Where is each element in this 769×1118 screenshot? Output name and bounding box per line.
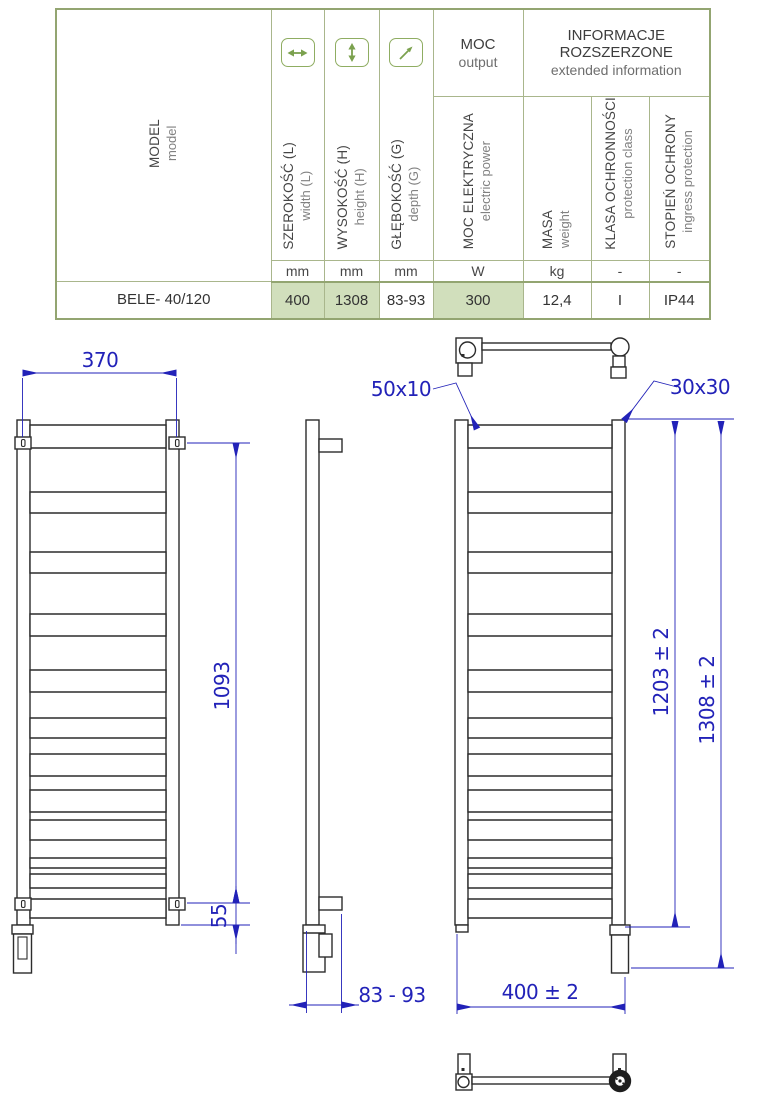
unit-ip: -: [649, 261, 710, 282]
height-header-cell: [324, 9, 379, 261]
bottom-view: [456, 1054, 631, 1092]
width-value: 400: [271, 282, 324, 319]
extended-info-pl: INFORMACJE ROZSZERZONE: [559, 27, 673, 62]
weight-header-cell: [523, 96, 591, 261]
protection-class-header-cell: [591, 96, 649, 261]
extended-info-en: extended information: [550, 62, 682, 79]
technical-drawings: [0, 318, 769, 1118]
height-label-pl: WYSOKOŚĆ (H): [334, 144, 350, 250]
dim-text-400: 400 ± 2: [501, 980, 579, 1004]
element-cap-bottom-view: [610, 1071, 631, 1092]
extended-info-group-header: [523, 9, 710, 96]
model-header-cell: [56, 9, 271, 282]
electric-power-pl: MOC ELEKTRYCZNA: [461, 112, 477, 250]
front-view-right: [455, 420, 630, 973]
dim-text-1308: 1308 ± 2: [695, 655, 719, 745]
depth-value: 83-93: [379, 282, 433, 319]
height-arrow-icon: [335, 38, 369, 67]
label-30x30: 30x30: [669, 375, 731, 399]
ip-value: IP44: [649, 282, 710, 319]
width-arrow-icon: [281, 38, 315, 67]
bracket-bottom-view-left: [458, 1054, 470, 1075]
rungs: [30, 425, 166, 918]
depth-label-pl: GŁĘBOKOŚĆ (G): [389, 138, 405, 250]
side-element-housing: [303, 925, 332, 972]
label-50x10: 50x10: [370, 377, 432, 401]
weight-value: 12,4: [523, 282, 591, 319]
spec-table: [55, 8, 711, 320]
dim-text-1093: 1093: [210, 661, 234, 711]
depth-label-en: depth (G): [406, 166, 422, 222]
flat-bar-bottom-view: [472, 1077, 613, 1084]
top-view: [456, 338, 629, 378]
dim-text-83-93: 83 - 93: [358, 983, 426, 1007]
diagonal-arrow-icon: [389, 38, 423, 67]
weight-en: weight: [557, 210, 573, 249]
ingress-protection-pl: STOPIEŃ OCHRONY: [662, 114, 678, 250]
unit-power: W: [433, 261, 523, 282]
unit-class: -: [591, 261, 649, 282]
height-value: 1308: [324, 282, 379, 319]
left-rail-foot: [456, 925, 468, 932]
side-top-bracket: [319, 439, 342, 452]
electric-power-en: electric power: [478, 140, 494, 222]
output-group-en: output: [458, 53, 498, 70]
electric-power-header-cell: [433, 96, 523, 261]
element-cap-top-view: [611, 338, 629, 356]
dim-text-1203: 1203 ± 2: [649, 627, 673, 717]
output-group-header: [433, 9, 523, 96]
dim-text-55: 55: [207, 903, 231, 929]
model-header-en: model: [164, 125, 180, 161]
width-label-pl: SZEROKOŚĆ (L): [280, 141, 296, 250]
model-header-pl: MODEL: [147, 118, 163, 168]
weight-pl: MASA: [540, 210, 556, 250]
right-rail: [166, 420, 179, 925]
left-rail: [455, 420, 468, 925]
right-rail: [612, 420, 625, 925]
class-value: I: [591, 282, 649, 319]
width-label-en: width (L): [297, 170, 313, 221]
depth-header-cell: [379, 9, 433, 261]
data-row: [56, 282, 710, 319]
front-view-left: [12, 420, 185, 973]
dim-text-370: 370: [81, 348, 119, 372]
pipe-section: [458, 1077, 469, 1088]
ingress-protection-header-cell: [649, 96, 710, 261]
flat-bar-top-view: [482, 343, 611, 350]
side-view: [303, 420, 342, 972]
protection-class-en: protection class: [620, 127, 636, 219]
height-label-en: height (H): [351, 168, 367, 226]
power-value: 300: [433, 282, 523, 319]
unit-depth: mm: [379, 261, 433, 282]
ingress-protection-en: ingress protection: [679, 130, 695, 234]
unit-weight: kg: [523, 261, 591, 282]
left-rail: [17, 420, 30, 925]
rungs: [468, 425, 612, 918]
model-value: BELE- 40/120: [56, 282, 271, 319]
side-rail: [306, 420, 319, 925]
unit-width: mm: [271, 261, 324, 282]
output-group-pl: MOC: [460, 35, 496, 53]
electric-element-housing: [610, 925, 630, 973]
protection-class-pl: KLASA OCHRONNOŚCI: [603, 96, 619, 250]
bracket-top-view: [458, 363, 472, 376]
side-bottom-bracket: [319, 897, 342, 910]
heating-element-housing: [12, 925, 33, 973]
unit-height: mm: [324, 261, 379, 282]
width-header-cell: [271, 9, 324, 261]
